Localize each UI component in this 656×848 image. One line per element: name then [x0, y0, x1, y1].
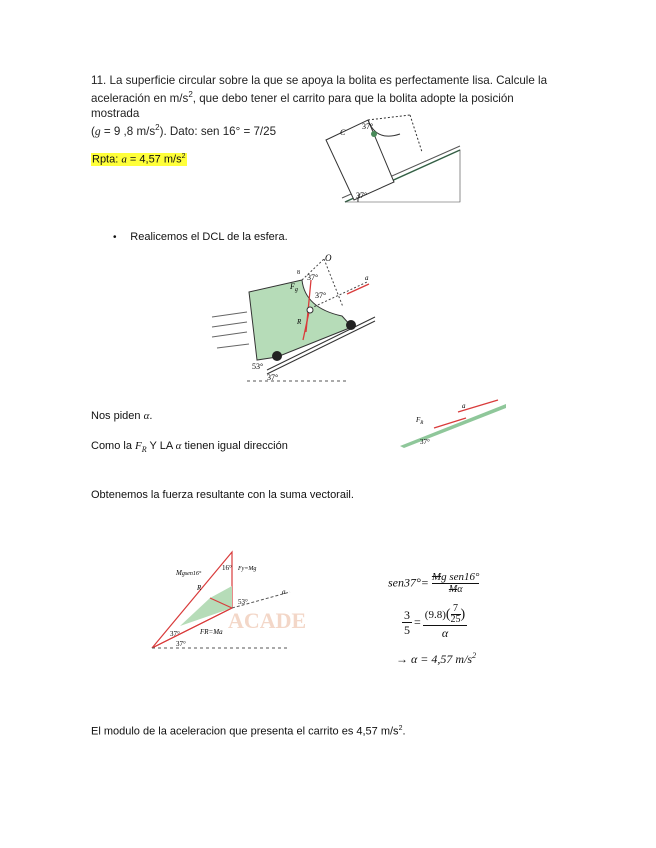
fig3-angle: 37°: [420, 438, 430, 446]
fig3-label-a: a: [462, 402, 466, 410]
answer-highlight: Rpta: a = 4,57 $m/s^2$: [92, 153, 186, 166]
fig2-label-fg: $F_g$: [290, 282, 298, 293]
figure-cart-incline: [320, 112, 465, 210]
figure-direction: [398, 398, 508, 450]
fig2-label-8: 8: [297, 270, 300, 276]
fig2-angle-37b: 37°: [267, 373, 279, 382]
equation-2: $\frac{3}{5}$ = (9.8) ( 7 25 ) α: [404, 603, 466, 640]
equation-1: sen37°= Mg sen16° Mα: [388, 571, 480, 595]
problem-line-3: (g = 9 ,8 $m/s^2$). Dato: sen 16° = 7/25: [91, 123, 277, 138]
fig4-label-a: a: [282, 588, 286, 596]
fig4-label-fr: FR=Ma: [200, 628, 223, 636]
text-obtenemos: Obtenemos la fuerza resultante con la suma vectorail.: [91, 489, 354, 501]
fig1-label-c: C: [340, 128, 346, 137]
figure-dcl: [207, 252, 377, 387]
fig2-angle-53: 53°: [252, 362, 264, 371]
fig4-angle-37a: 37°: [170, 630, 180, 638]
problem-line-1: 11. La superficie circular sobre la que se apoya la bolita es perfectamente lisa. Calcule la: [91, 74, 548, 87]
fig2-label-a: a: [365, 274, 369, 282]
figure-vector-triangle: [150, 548, 310, 656]
fig4-angle-16: 16°: [222, 564, 232, 572]
text-como: Como la $F_R$ Y LA α tienen igual dirección: [91, 440, 288, 455]
equation-3: → α = 4,57 $m/s^2$: [396, 651, 477, 666]
fig4-label-r: R: [197, 584, 202, 592]
fig4-label-fy: Fy=Mg: [238, 566, 257, 572]
bullet-dcl: • Realicemos el DCL de la esfera.: [113, 231, 288, 243]
fig2-label-o: O: [325, 253, 332, 263]
fig2-label-r: R: [297, 318, 302, 326]
fig1-angle-base: 37°: [356, 191, 368, 200]
problem-line-2: aceleración en $m/s^2$, que debo tener el carrito para que la bolita adopte la posición mostrada: [91, 90, 514, 120]
fig2-angle-2: 37°: [315, 291, 327, 300]
fig2-angle-1: 37°: [307, 273, 319, 282]
text-final: El modulo de la aceleracion que presenta el carrito es 4,57 $m/s^2$.: [91, 725, 406, 738]
fig4-watermark: ACADE: [228, 608, 307, 633]
fig1-angle-top: 37°: [362, 122, 374, 131]
fig4-angle-53: 53°: [238, 598, 248, 606]
text-nos-piden: Nos piden α.: [91, 410, 153, 422]
fig3-label-fr: $F_R$: [416, 416, 424, 426]
fig4-label-mgsen: Mgsen16°: [176, 569, 202, 577]
fig4-angle-37b: 37°: [176, 640, 186, 648]
